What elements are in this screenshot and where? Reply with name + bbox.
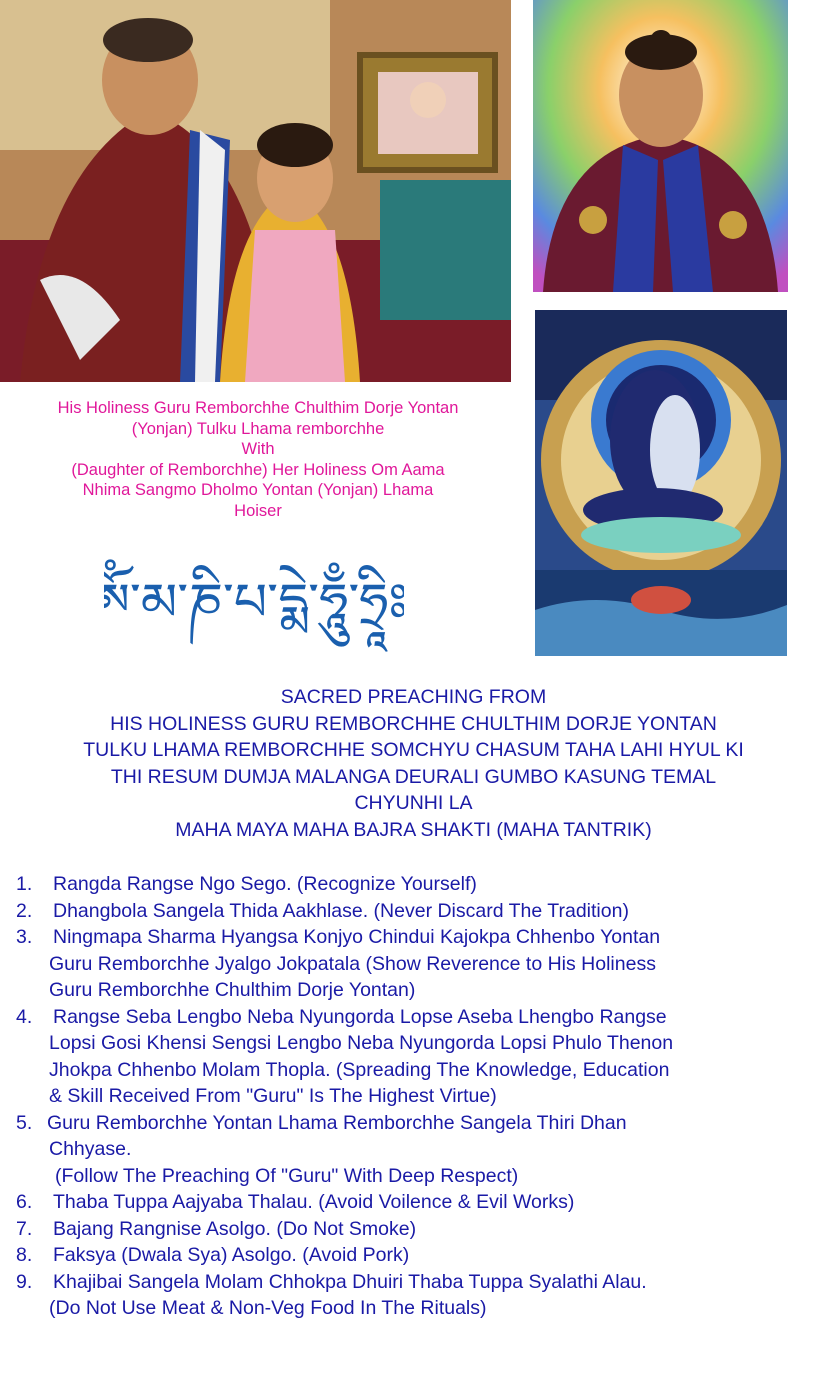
preaching-rules-list: [16, 871, 816, 1322]
caption-line: (Yonjan) Tulku Lhama remborchhe: [131, 419, 385, 438]
list-item: [16, 871, 816, 898]
caption-line: Nhima Sangmo Dholmo Yontan (Yonjan) Lhama: [82, 481, 434, 499]
rule-text: Thaba Tuppa Aajyaba Thalau. (Avoid Voilence & Evil Works): [53, 1191, 575, 1213]
tibetan-mantra-text: ༀ་མ་ཎི་པ་དྨེ་ཧཱུྃ་ཧྲཱིཿ།: [104, 573, 404, 633]
rule-text: Lopsi Gosi Khensi Sengsi Lengbo Neba Nyungorda Lopsi Phulo Thenon: [49, 1032, 674, 1054]
list-number: 9.: [16, 1270, 33, 1293]
list-item: [16, 1004, 816, 1110]
heading-line: CHYUNHI LA: [354, 792, 473, 814]
list-item: [16, 1242, 816, 1269]
caption-line: (Daughter of Remborchhe) Her Holiness Om Aama: [71, 460, 445, 479]
photo-guru-with-daughter: [0, 0, 511, 382]
list-item: [16, 1216, 816, 1243]
rule-text: Rangda Rangse Ngo Sego. (Recognize Yourself): [53, 873, 477, 895]
rule-text: & Skill Received From "Guru" Is The Highest Virtue): [49, 1085, 497, 1107]
rule-text: Guru Remborchhe Chulthim Dorje Yontan): [49, 979, 416, 1001]
list-number: 7.: [16, 1217, 33, 1240]
rule-text: Faksya (Dwala Sya) Asolgo. (Avoid Pork): [53, 1244, 410, 1266]
list-number: 1.: [16, 873, 33, 895]
list-item: [16, 924, 816, 1004]
list-number: 2.: [16, 899, 33, 922]
rule-text: Chhyase.: [49, 1138, 132, 1160]
list-item: [16, 1110, 816, 1190]
rule-text: Ningmapa Sharma Hyangsa Konjyo Chindui Kajokpa Chhenbo Yontan: [53, 926, 661, 948]
painting-deity-yab-yum: [535, 310, 787, 656]
list-number: 3.: [16, 926, 33, 948]
rule-text: Rangse Seba Lengbo Neba Nyungorda Lopse Aseba Lhengbo Rangse: [53, 1005, 667, 1028]
heading-line: TULKU LHAMA REMBORCHHE SOMCHYU CHASUM TAHA LAHI HYUL KI: [83, 739, 744, 761]
rule-text: Khajibai Sangela Molam Chhokpa Dhuiri Thaba Tuppa Syalathi Alau.: [53, 1270, 647, 1293]
list-number: 5.: [16, 1111, 33, 1134]
caption-line: With: [241, 440, 275, 458]
photo-caption: [0, 398, 516, 521]
list-number: 4.: [16, 1005, 33, 1028]
heading-line: MAHA MAYA MAHA BAJRA SHAKTI (MAHA TANTRIK): [175, 818, 652, 841]
list-item: [16, 1189, 816, 1216]
rule-text: (Follow The Preaching Of "Guru" With Deep Respect): [55, 1164, 519, 1187]
list-item: [16, 898, 816, 925]
preaching-heading: [0, 684, 827, 843]
rule-text: Jhokpa Chhenbo Molam Thopla. (Spreading The Knowledge, Education: [49, 1058, 670, 1081]
caption-line: His Holiness Guru Remborchhe Chulthim Dorje Yontan: [57, 399, 459, 417]
list-item: [16, 1269, 816, 1322]
photo-guru-portrait: [533, 0, 788, 292]
heading-line: HIS HOLINESS GURU REMBORCHHE CHULTHIM DORJE YONTAN: [110, 712, 717, 735]
tibetan-mantra-calligraphy: [104, 545, 404, 660]
rule-text: Guru Remborchhe Yontan Lhama Remborchhe Sangela Thiri Dhan: [47, 1111, 627, 1134]
rule-text: (Do Not Use Meat & Non-Veg Food In The Rituals): [49, 1297, 487, 1319]
list-number: 6.: [16, 1191, 33, 1213]
rule-text: Bajang Rangnise Asolgo. (Do Not Smoke): [53, 1217, 417, 1240]
list-number: 8.: [16, 1244, 33, 1266]
rule-text: Dhangbola Sangela Thida Aakhlase. (Never Discard The Tradition): [53, 899, 629, 922]
heading-line: SACRED PREACHING FROM: [280, 686, 547, 708]
heading-line: THI RESUM DUMJA MALANGA DEURALI GUMBO KASUNG TEMAL: [110, 765, 717, 788]
caption-line: Hoiser: [234, 501, 282, 520]
rule-text: Guru Remborchhe Jyalgo Jokpatala (Show Reverence to His Holiness: [49, 952, 656, 975]
